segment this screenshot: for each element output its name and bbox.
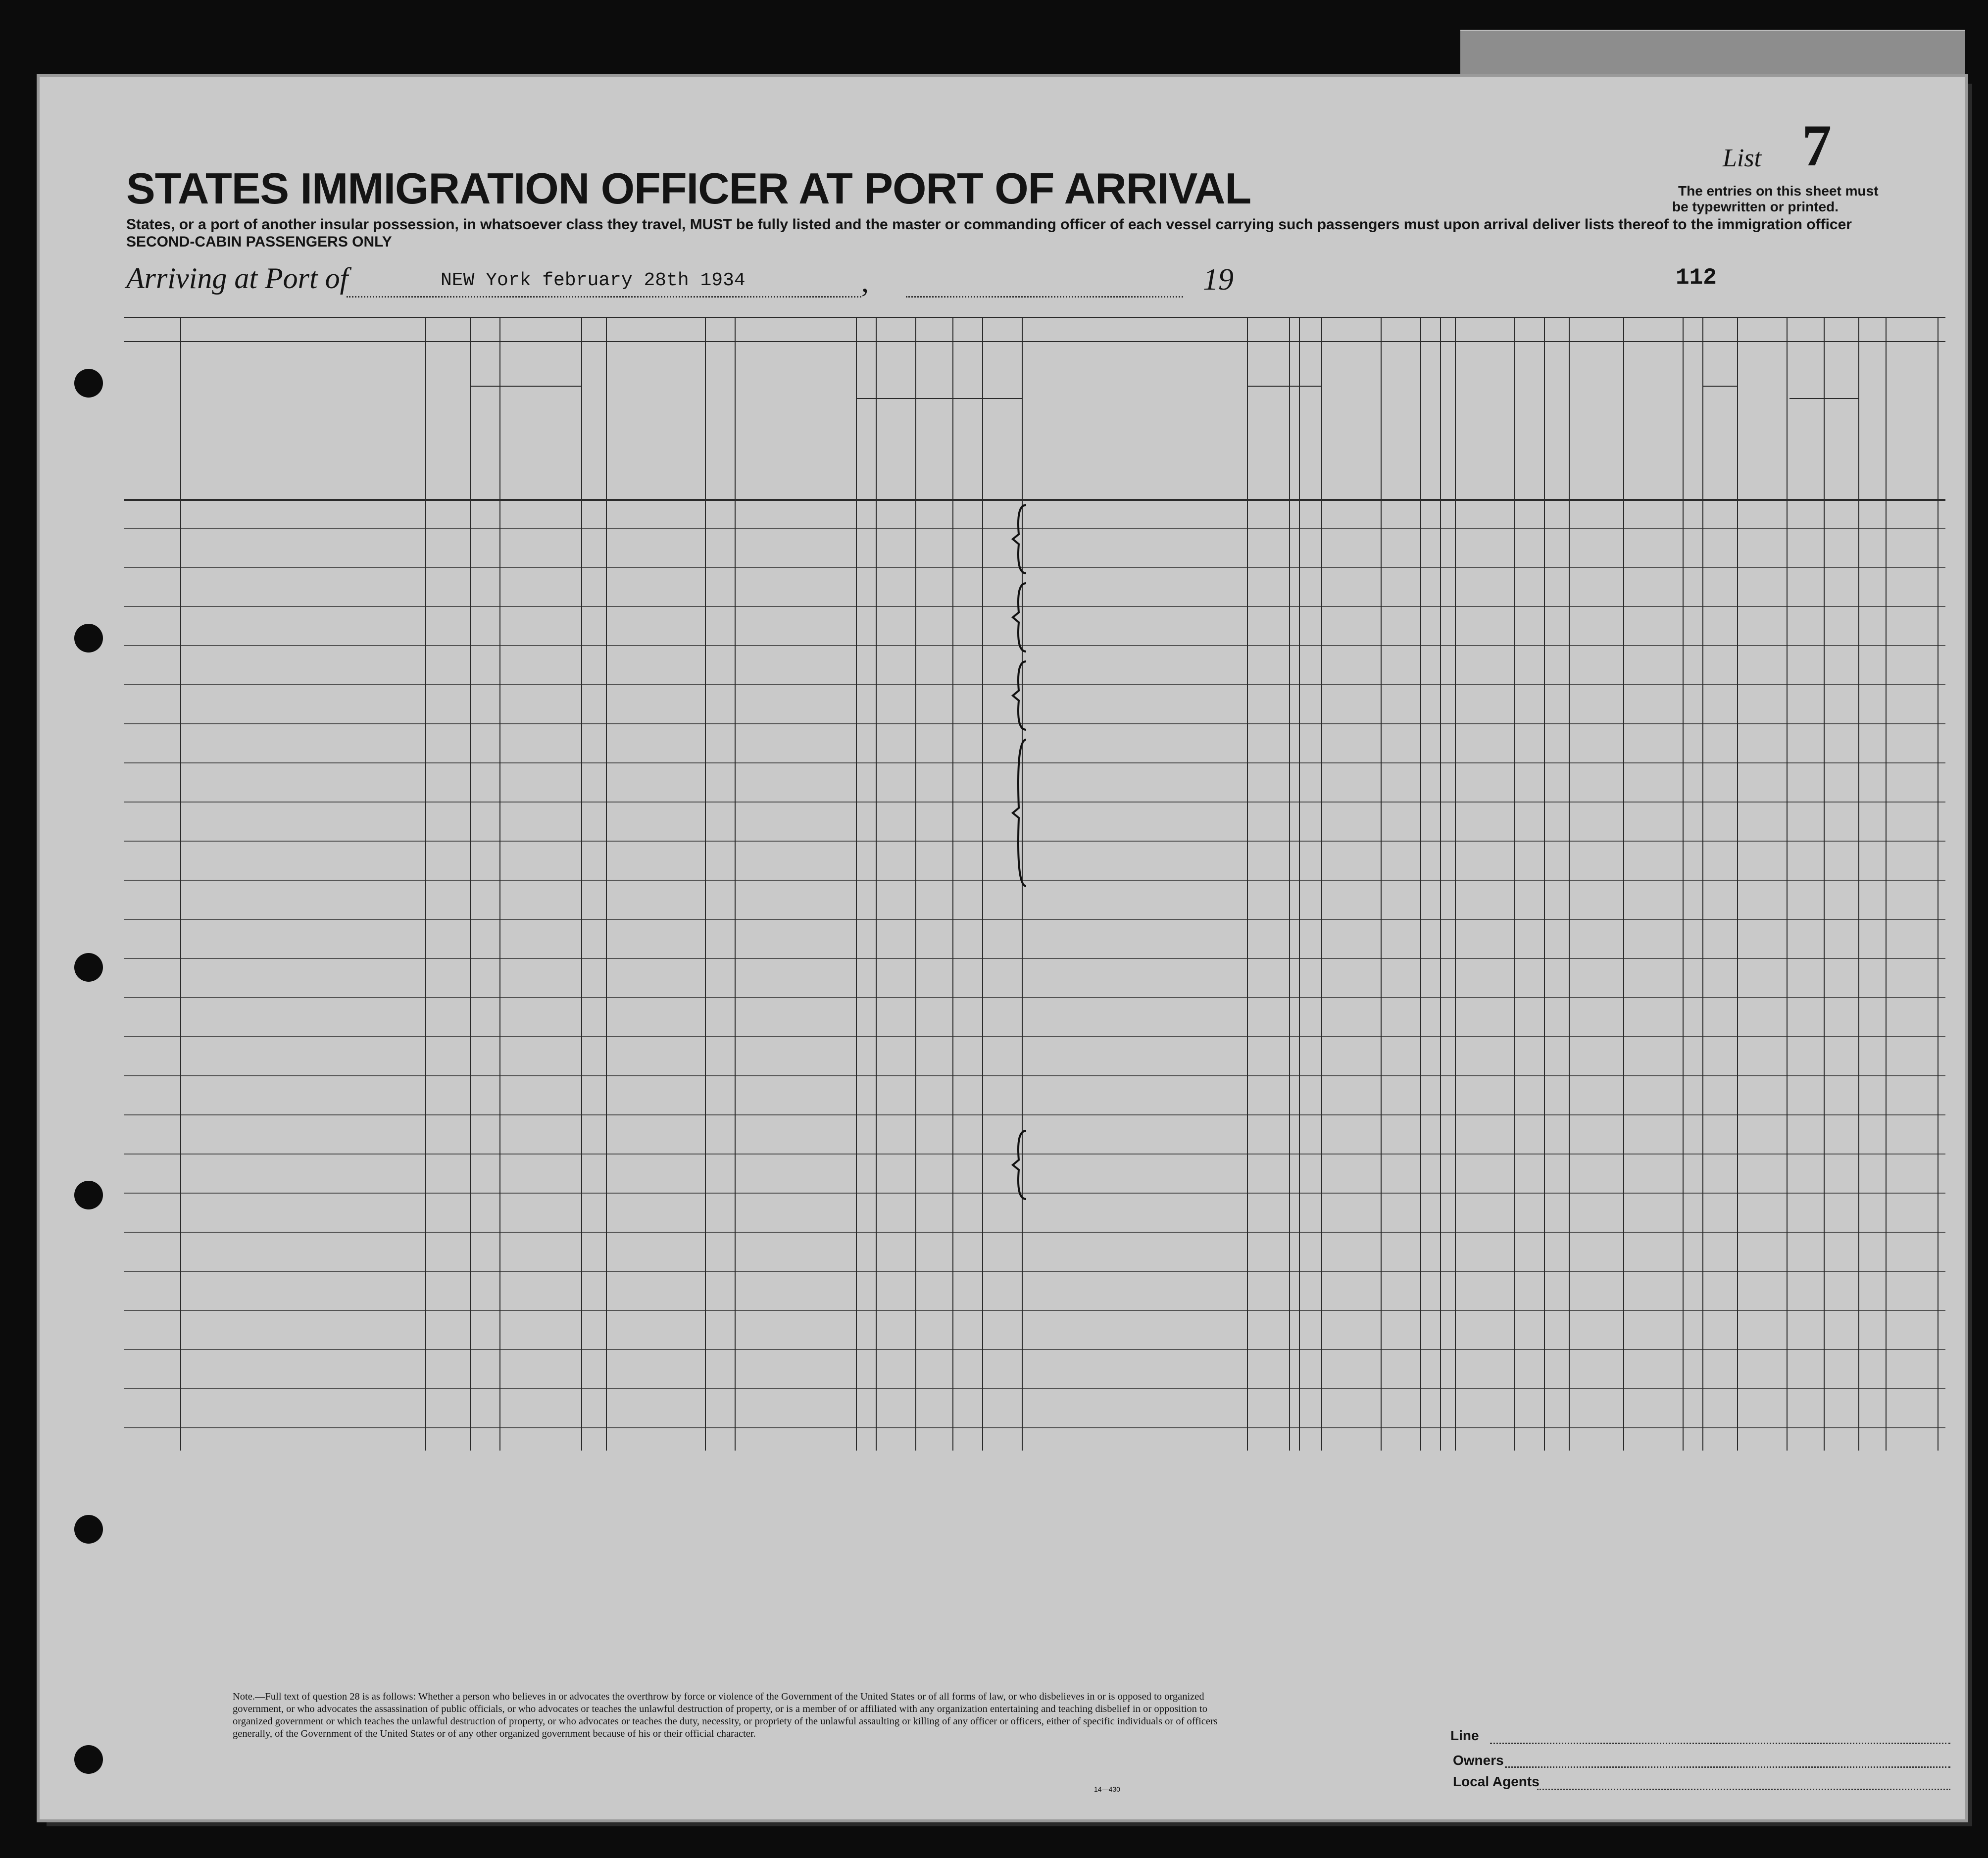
question-28-note: Note.—Full text of question 28 is as follows: Whether a person who believes in or advocates the overthrow by force or violence of the Government of the United States or of all forms of law, or who disbelieves in or is opposed to organized government, or who advocates the assassination of public officials, or who advocates or teaches the unlawful destruction of property, or is a member of or affiliated with any organization entertaining and teaching disbelief in or opposition to organized government or which teaches the unlawful destruction of property, or who advocates or teaches the duty, necessity, or propriety of the unlawful assaulting or killing of any officer or officers, either of specific individuals or of officers generally, of the Government of the United States or of any other organized government because of his or their official character. [233, 1691, 1218, 1739]
line-label: Line [1450, 1728, 1479, 1743]
owners-field [1505, 1766, 1950, 1768]
cabin-class-label: SECOND-CABIN PASSENGERS ONLY [126, 234, 392, 250]
arrival-port-date: NEW York february 28th 1934 [441, 270, 746, 291]
dotted-rule [906, 296, 1183, 298]
binder-hole [74, 953, 103, 982]
brace-mark [1013, 583, 1026, 652]
page-number: 112 [1676, 265, 1717, 291]
local-agents-label: Local Agents [1453, 1774, 1540, 1789]
list-label: List [1723, 144, 1762, 172]
agents-field [1537, 1789, 1950, 1790]
instructions-line: States, or a port of another insular possession, in whatsoever class they travel, MUST be fully listed and the master or commanding officer of each vessel carrying such passengers must upon arrival deliver lists thereof to the immigration officer [126, 216, 1852, 233]
table-grid-lines [124, 317, 1955, 1451]
binder-hole [74, 369, 103, 398]
column-header [1422, 374, 1437, 493]
dotted-rule [347, 296, 861, 298]
year-prefix: 19 [1203, 263, 1234, 297]
owners-label: Owners [1453, 1753, 1504, 1768]
brace-mark [1013, 740, 1026, 886]
column-header [1739, 451, 1759, 495]
page-title: STATES IMMIGRATION OFFICER AT PORT OF ARRIVAL [126, 164, 1251, 213]
binder-hole [74, 1181, 103, 1209]
brace-mark [1013, 1131, 1026, 1199]
form-number: 14—430 [1094, 1785, 1120, 1793]
binder-hole [74, 1515, 103, 1544]
list-note: The entries on this sheet must [1678, 183, 1879, 199]
list-number: 7 [1802, 112, 1832, 178]
brace-mark [1013, 661, 1026, 730]
brace-mark [1013, 505, 1026, 573]
column-header [1442, 374, 1457, 493]
list-note: be typewritten or printed. [1672, 199, 1839, 214]
arriving-label: Arriving at Port of [126, 262, 348, 295]
line-field [1490, 1743, 1950, 1744]
separator: , [861, 265, 869, 298]
manifest-table [124, 317, 1955, 1451]
binder-hole [74, 624, 103, 653]
binder-hole [74, 1745, 103, 1774]
